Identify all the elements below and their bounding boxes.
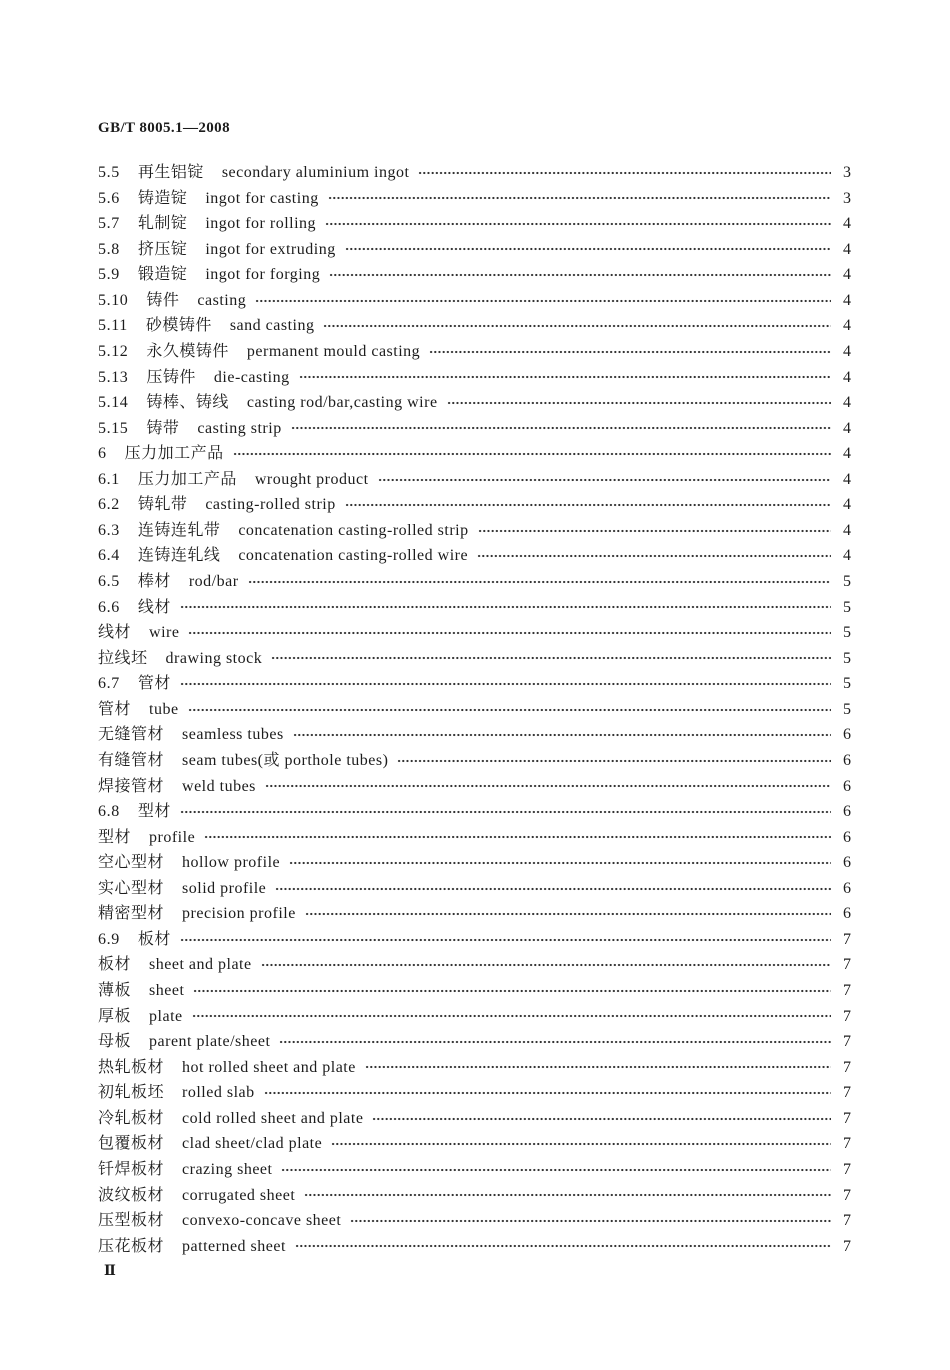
dot-leader — [350, 1219, 831, 1223]
entry-number: 5.15 — [98, 419, 129, 437]
entry-page: 6 — [843, 854, 851, 872]
toc-entry — [98, 186, 851, 212]
entry-number: 5.6 — [98, 189, 120, 207]
entry-term-cn: 板材 — [137, 930, 171, 948]
entry-number: 5.8 — [98, 240, 120, 258]
entry-number: 6.8 — [98, 803, 120, 821]
entry-page: 6 — [843, 905, 851, 923]
toc-entry — [98, 671, 851, 697]
entry-term-en: ingot for forging — [205, 266, 321, 284]
entry-term-en: wire — [149, 624, 180, 642]
entry-term-cn: 铸件 — [146, 291, 180, 309]
entry-term-en: cold rolled sheet and plate — [182, 1109, 364, 1127]
entry-term-cn: 型材 — [137, 803, 171, 821]
toc-entry — [98, 901, 851, 927]
dot-leader — [478, 529, 831, 533]
entry-number: 5.11 — [98, 317, 128, 335]
entry-page: 3 — [843, 189, 851, 207]
entry-term-en: casting-rolled strip — [205, 496, 336, 514]
dot-leader — [180, 938, 831, 942]
dot-leader — [180, 682, 831, 686]
dot-leader — [447, 401, 831, 405]
entry-term-en: concatenation casting-rolled wire — [238, 547, 469, 565]
entry-page: 7 — [843, 982, 851, 999]
entry-term-en: patterned sheet — [182, 1237, 286, 1255]
entry-page: 6 — [843, 828, 851, 846]
entry-page: 7 — [843, 1212, 851, 1230]
entry-term-cn: 砂模铸件 — [145, 317, 212, 335]
entry-number: 5.13 — [98, 368, 129, 386]
toc-entry — [98, 313, 851, 339]
entry-page: 4 — [843, 547, 851, 565]
entry-term-en: drawing stock — [165, 649, 263, 667]
toc-entry — [98, 774, 851, 800]
entry-page: 4 — [843, 496, 851, 514]
entry-term-cn: 压铸件 — [146, 368, 196, 386]
entry-number: 6.3 — [98, 521, 120, 539]
entry-number: 5.7 — [98, 215, 120, 233]
dot-leader — [192, 1014, 831, 1018]
entry-page: 4 — [843, 419, 851, 437]
entry-term-en: ingot for extruding — [205, 240, 336, 258]
toc-entry — [98, 543, 851, 569]
entry-term-cn: 铸轧带 — [137, 496, 188, 514]
dot-leader — [299, 375, 831, 379]
entry-number: 5.5 — [98, 164, 120, 181]
dot-leader — [325, 222, 831, 226]
entry-term-cn: 实心型材 — [98, 879, 165, 897]
toc-entry — [98, 365, 851, 391]
toc-entry — [98, 697, 851, 723]
entry-term-en: profile — [149, 828, 196, 846]
entry-term-en: sheet and plate — [149, 956, 252, 974]
entry-term-cn: 厚板 — [98, 1007, 132, 1025]
table-of-contents — [98, 160, 851, 1259]
dot-leader — [289, 861, 831, 865]
entry-page: 7 — [843, 1058, 851, 1076]
dot-leader — [275, 887, 831, 891]
entry-page: 7 — [843, 1109, 851, 1127]
entry-term-en: rolled slab — [182, 1084, 255, 1102]
entry-page: 5 — [843, 598, 851, 616]
entry-number: 6.6 — [98, 598, 120, 616]
dot-leader — [365, 1065, 831, 1069]
entry-number: 5.9 — [98, 266, 120, 284]
entry-page: 4 — [843, 394, 851, 412]
entry-page: 6 — [843, 879, 851, 897]
dot-leader — [279, 1040, 831, 1044]
entry-term-cn: 无缝管材 — [98, 726, 165, 744]
toc-entry — [98, 1029, 851, 1055]
entry-term-cn: 冷轧板材 — [98, 1109, 165, 1127]
toc-entry — [98, 492, 851, 518]
toc-entry — [98, 1004, 851, 1030]
dot-leader — [328, 196, 831, 200]
entry-term-cn: 焊接管材 — [98, 777, 165, 795]
entry-term-en: tube — [149, 700, 179, 718]
entry-term-en: secondary aluminium ingot — [221, 164, 410, 181]
entry-page: 5 — [843, 649, 851, 667]
entry-page: 7 — [843, 1160, 851, 1178]
entry-term-cn: 锻造锭 — [137, 266, 188, 284]
toc-entry — [98, 595, 851, 621]
entry-page: 7 — [843, 1237, 851, 1255]
toc-entry — [98, 799, 851, 825]
entry-page: 7 — [843, 1084, 851, 1102]
dot-leader — [378, 478, 831, 482]
entry-page: 6 — [843, 777, 851, 795]
entry-page: 4 — [843, 266, 851, 284]
dot-leader — [188, 631, 831, 635]
toc-entry — [98, 211, 851, 237]
entry-page: 6 — [843, 803, 851, 821]
entry-number: 6.2 — [98, 496, 120, 514]
dot-leader — [204, 835, 831, 839]
entry-page: 4 — [843, 470, 851, 488]
dot-leader — [345, 503, 831, 507]
entry-page: 4 — [843, 368, 851, 386]
entry-term-en: corrugated sheet — [182, 1186, 296, 1204]
dot-leader — [291, 426, 831, 430]
toc-entry — [98, 416, 851, 442]
dot-leader — [429, 350, 831, 354]
entry-term-en: hollow profile — [182, 854, 281, 872]
entry-term-en: rod/bar — [188, 573, 239, 590]
entry-term-en: sand casting — [229, 317, 315, 335]
toc-entry — [98, 1183, 851, 1209]
entry-term-en: wrought product — [254, 470, 369, 488]
entry-term-cn: 精密型材 — [98, 905, 165, 923]
entry-term-en: casting — [197, 291, 247, 309]
toc-entry — [98, 1208, 851, 1234]
toc-entry — [98, 1234, 851, 1260]
entry-page: 7 — [843, 956, 851, 974]
entry-term-en: precision profile — [182, 905, 296, 923]
dot-leader — [188, 708, 831, 712]
entry-term-cn: 有缝管材 — [98, 751, 165, 769]
toc-entry — [98, 646, 851, 672]
dot-leader — [233, 452, 831, 456]
entry-term-en: concatenation casting-rolled strip — [238, 521, 469, 539]
entry-term-en: convexo-concave sheet — [182, 1212, 342, 1230]
entry-term-cn: 空心型材 — [98, 854, 165, 872]
dot-leader — [418, 171, 831, 175]
entry-term-en: hot rolled sheet and plate — [182, 1058, 356, 1076]
entry-term-en: seamless tubes — [182, 726, 284, 744]
entry-page: 4 — [843, 342, 851, 360]
entry-term-cn: 铸造锭 — [137, 189, 188, 207]
dot-leader — [305, 912, 831, 916]
entry-page: 7 — [843, 1007, 851, 1025]
entry-page: 7 — [843, 930, 851, 948]
entry-number: 5.10 — [98, 291, 129, 309]
toc-entry — [98, 825, 851, 851]
entry-term-en: solid profile — [182, 879, 267, 897]
entry-term-cn: 拉线坯 — [98, 649, 148, 667]
entry-term-en: casting rod/bar,casting wire — [246, 394, 438, 412]
entry-page: 5 — [843, 675, 851, 693]
entry-term-cn: 初轧板坯 — [98, 1084, 165, 1102]
entry-term-cn: 管材 — [98, 700, 132, 718]
entry-term-cn: 棒材 — [137, 573, 171, 590]
entry-term-cn: 波纹板材 — [98, 1186, 165, 1204]
entry-page: 6 — [843, 751, 851, 769]
entry-term-cn: 再生铝锭 — [137, 164, 204, 181]
dot-leader — [295, 1244, 831, 1248]
toc-entry — [98, 1131, 851, 1157]
dot-leader — [248, 580, 831, 584]
entry-term-en: weld tubes — [182, 777, 256, 795]
entry-page: 4 — [843, 445, 851, 463]
toc-entry — [98, 390, 851, 416]
toc-entry — [98, 978, 851, 1004]
dot-leader — [397, 759, 831, 763]
dot-leader — [180, 605, 831, 609]
entry-term-cn: 板材 — [98, 956, 132, 974]
dot-leader — [261, 963, 831, 967]
standard-code: GB/T 8005.1—2008 — [98, 120, 230, 136]
entry-term-cn: 薄板 — [98, 982, 132, 999]
dot-leader — [304, 1193, 831, 1197]
toc-entry — [98, 620, 851, 646]
entry-page: 4 — [843, 521, 851, 539]
toc-entry — [98, 1055, 851, 1081]
entry-number: 5.14 — [98, 394, 129, 412]
dot-leader — [323, 324, 831, 328]
entry-term-cn: 包覆板材 — [98, 1135, 165, 1153]
toc-entry — [98, 1080, 851, 1106]
entry-term-en: seam tubes(或 porthole tubes) — [182, 751, 389, 769]
entry-page: 3 — [843, 164, 851, 181]
entry-term-en: plate — [149, 1007, 183, 1025]
entry-page: 4 — [843, 215, 851, 233]
toc-entry — [98, 339, 851, 365]
toc-entry — [98, 927, 851, 953]
entry-number: 6.5 — [98, 573, 120, 590]
entry-page: 7 — [843, 1033, 851, 1051]
entry-page: 5 — [843, 700, 851, 718]
dot-leader — [329, 273, 831, 277]
toc-entry — [98, 288, 851, 314]
dot-leader — [331, 1142, 831, 1146]
dot-leader — [345, 247, 831, 251]
toc-entry — [98, 1106, 851, 1132]
toc-entry — [98, 1157, 851, 1183]
entry-number: 6.4 — [98, 547, 120, 565]
entry-term-cn: 压型板材 — [98, 1212, 165, 1230]
toc-entry — [98, 850, 851, 876]
dot-leader — [281, 1168, 831, 1172]
entry-page: 7 — [843, 1186, 851, 1204]
toc-entry — [98, 876, 851, 902]
entry-term-cn: 线材 — [137, 598, 171, 616]
entry-number: 6 — [98, 445, 107, 463]
entry-term-cn: 压力加工产品 — [124, 445, 224, 463]
toc-entry — [98, 441, 851, 467]
entry-term-cn: 压力加工产品 — [137, 470, 237, 488]
entry-term-en: ingot for casting — [205, 189, 319, 207]
entry-term-cn: 连铸连轧带 — [137, 521, 221, 539]
toc-entry — [98, 518, 851, 544]
entry-number: 6.1 — [98, 470, 120, 488]
entry-term-en: permanent mould casting — [246, 342, 421, 360]
dot-leader — [180, 810, 831, 814]
toc-entry — [98, 160, 851, 186]
entry-term-en: sheet — [149, 982, 185, 999]
entry-term-cn: 母板 — [98, 1033, 132, 1051]
entry-page: 6 — [843, 726, 851, 744]
toc-entry — [98, 722, 851, 748]
entry-term-cn: 钎焊板材 — [98, 1160, 165, 1178]
entry-term-cn: 轧制锭 — [137, 215, 188, 233]
dot-leader — [255, 299, 831, 303]
dot-leader — [477, 554, 831, 558]
entry-term-cn: 挤压锭 — [137, 240, 188, 258]
dot-leader — [264, 1091, 831, 1095]
entry-term-cn: 线材 — [98, 624, 132, 642]
entry-page: 4 — [843, 240, 851, 258]
entry-term-cn: 铸棒、铸线 — [146, 394, 229, 412]
toc-entry — [98, 952, 851, 978]
entry-term-cn: 连铸连轧线 — [137, 547, 221, 565]
entry-term-cn: 铸带 — [146, 419, 180, 437]
entry-page: 5 — [843, 573, 851, 590]
entry-term-en: casting strip — [197, 419, 282, 437]
dot-leader — [293, 733, 831, 737]
entry-term-en: parent plate/sheet — [149, 1033, 271, 1051]
entry-number: 5.12 — [98, 342, 129, 360]
dot-leader — [372, 1117, 831, 1121]
dot-leader — [193, 989, 831, 993]
entry-page: 7 — [843, 1135, 851, 1153]
entry-term-cn: 永久模铸件 — [146, 342, 229, 360]
entry-term-cn: 管材 — [137, 675, 171, 693]
entry-number: 6.9 — [98, 930, 120, 948]
entry-page: 4 — [843, 291, 851, 309]
entry-number: 6.7 — [98, 675, 120, 693]
entry-term-cn: 压花板材 — [98, 1237, 165, 1255]
entry-term-cn: 热轧板材 — [98, 1058, 165, 1076]
dot-leader — [271, 656, 831, 660]
entry-term-en: clad sheet/clad plate — [182, 1135, 323, 1153]
toc-entry — [98, 748, 851, 774]
entry-page: 5 — [843, 624, 851, 642]
entry-term-en: die-casting — [213, 368, 290, 386]
dot-leader — [265, 784, 831, 788]
entry-page: 4 — [843, 317, 851, 335]
toc-entry — [98, 467, 851, 493]
entry-term-en: ingot for rolling — [205, 215, 317, 233]
entry-term-en: crazing sheet — [182, 1160, 273, 1178]
toc-entry — [98, 237, 851, 263]
page-number: Ⅱ — [104, 1264, 116, 1279]
toc-entry — [98, 569, 851, 595]
toc-entry — [98, 262, 851, 288]
entry-term-cn: 型材 — [98, 828, 132, 846]
